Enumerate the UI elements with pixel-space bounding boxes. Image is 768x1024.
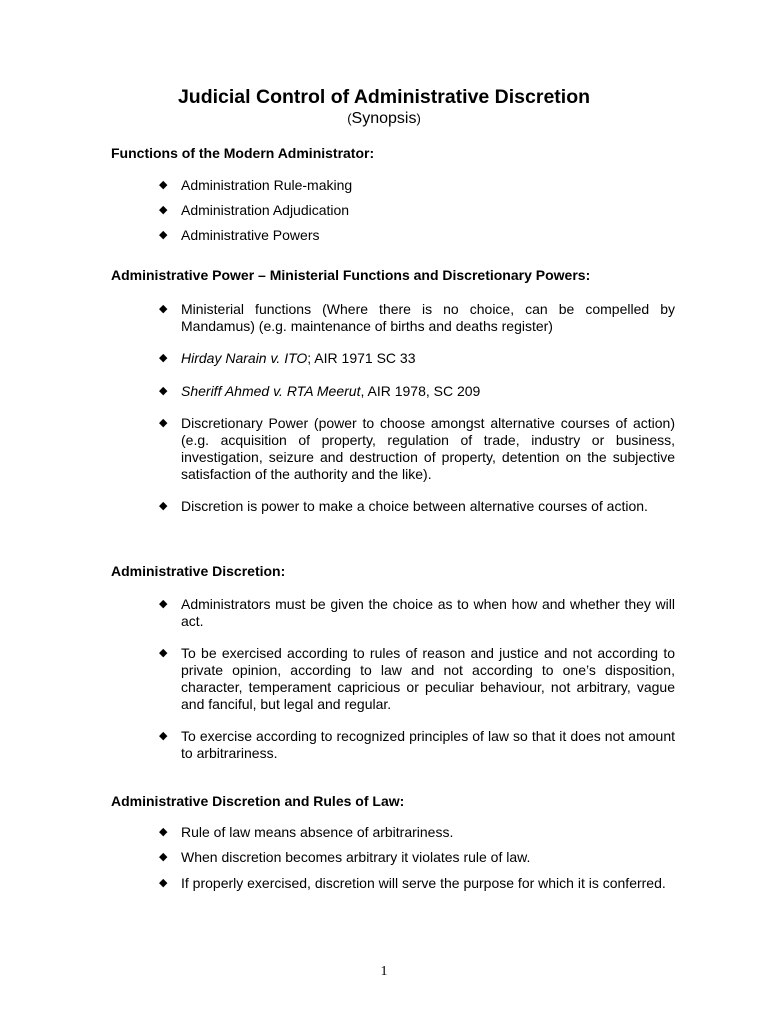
list-item <box>159 350 675 367</box>
case-citation: , AIR 1978, SC 209 <box>360 383 481 399</box>
diamond-bullet-icon: ◆ <box>159 179 168 191</box>
list-item-text: If properly exercised, discretion will serve the purpose for which it is conferred. <box>181 875 666 891</box>
list-item <box>159 875 675 892</box>
list-item-text: Rule of law means absence of arbitrariness. <box>181 824 454 840</box>
case-citation: ; AIR 1971 SC 33 <box>307 350 416 366</box>
case-name: Sheriff Ahmed v. RTA Meerut <box>181 383 361 399</box>
list-item-text: Discretionary Power (power to choose amongst alternative courses of action) (e.g. acquisition of property, regulation of trade, industry or business, investigation, seizure and destruction of property, detention on the subjective satisfaction of the authority and the like). <box>181 415 675 482</box>
section-heading-administrative-discretion: Administrative Discretion: <box>111 563 286 579</box>
list-item-text: Administrative Powers <box>181 227 320 243</box>
list-item-text: To exercise according to recognized principles of law so that it does not amount to arbitrariness. <box>181 728 675 761</box>
list-item <box>159 415 675 483</box>
list-item-text <box>181 383 675 400</box>
list-item-text: Administration Rule-making <box>181 177 353 193</box>
diamond-bullet-icon: ◆ <box>159 647 168 659</box>
section-heading-administrative-power: Administrative Power – Ministerial Functions and Discretionary Powers: <box>111 267 591 283</box>
diamond-bullet-icon: ◆ <box>159 826 168 838</box>
list-item <box>159 202 675 219</box>
list-item-text <box>181 350 675 367</box>
subtitle-text: Synopsis <box>351 110 417 127</box>
list-item <box>159 728 675 762</box>
list-item <box>159 824 675 841</box>
list-item <box>159 177 675 194</box>
list-item-text: To be exercised according to rules of reason and justice and not according to private opinion, according to law and not according to one’s disposition, character, temperament capricious or peculiar behaviour, not arbitrary, vague and fanciful, but legal and regular. <box>181 645 675 712</box>
diamond-bullet-icon: ◆ <box>159 598 168 610</box>
section-heading-functions: Functions of the Modern Administrator: <box>111 145 375 161</box>
document-subtitle <box>0 109 768 129</box>
diamond-bullet-icon: ◆ <box>159 730 168 742</box>
section-heading-rules-of-law: Administrative Discretion and Rules of Law: <box>111 793 405 809</box>
diamond-bullet-icon: ◆ <box>159 385 168 397</box>
list-item-text: When discretion becomes arbitrary it violates rule of law. <box>181 849 531 865</box>
list-item <box>159 645 675 713</box>
diamond-bullet-icon: ◆ <box>159 204 168 216</box>
list-item <box>159 301 675 335</box>
list-item-text: Discretion is power to make a choice between alternative courses of action. <box>181 498 648 514</box>
diamond-bullet-icon: ◆ <box>159 500 168 512</box>
list-item <box>159 227 675 244</box>
list-item-text: Administrators must be given the choice as to when how and whether they will act. <box>181 596 675 629</box>
diamond-bullet-icon: ◆ <box>159 352 168 364</box>
list-item <box>159 383 675 400</box>
subtitle-open-paren: ( <box>347 111 352 126</box>
diamond-bullet-icon: ◆ <box>159 303 168 315</box>
list-item-text: Administration Adjudication <box>181 202 350 218</box>
page-number: 1 <box>380 964 388 979</box>
list-item <box>159 596 675 630</box>
document-title: Judicial Control of Administrative Discretion <box>177 86 591 108</box>
diamond-bullet-icon: ◆ <box>159 417 168 429</box>
case-name: Hirday Narain v. ITO <box>181 350 308 366</box>
diamond-bullet-icon: ◆ <box>159 877 168 889</box>
list-item-text: Ministerial functions (Where there is no choice, can be compelled by Mandamus) (e.g. maintenance of births and deaths register) <box>181 301 675 334</box>
diamond-bullet-icon: ◆ <box>159 229 168 241</box>
list-item <box>159 849 675 866</box>
diamond-bullet-icon: ◆ <box>159 851 168 863</box>
subtitle-close-paren: ) <box>416 111 421 126</box>
list-item <box>159 498 675 515</box>
